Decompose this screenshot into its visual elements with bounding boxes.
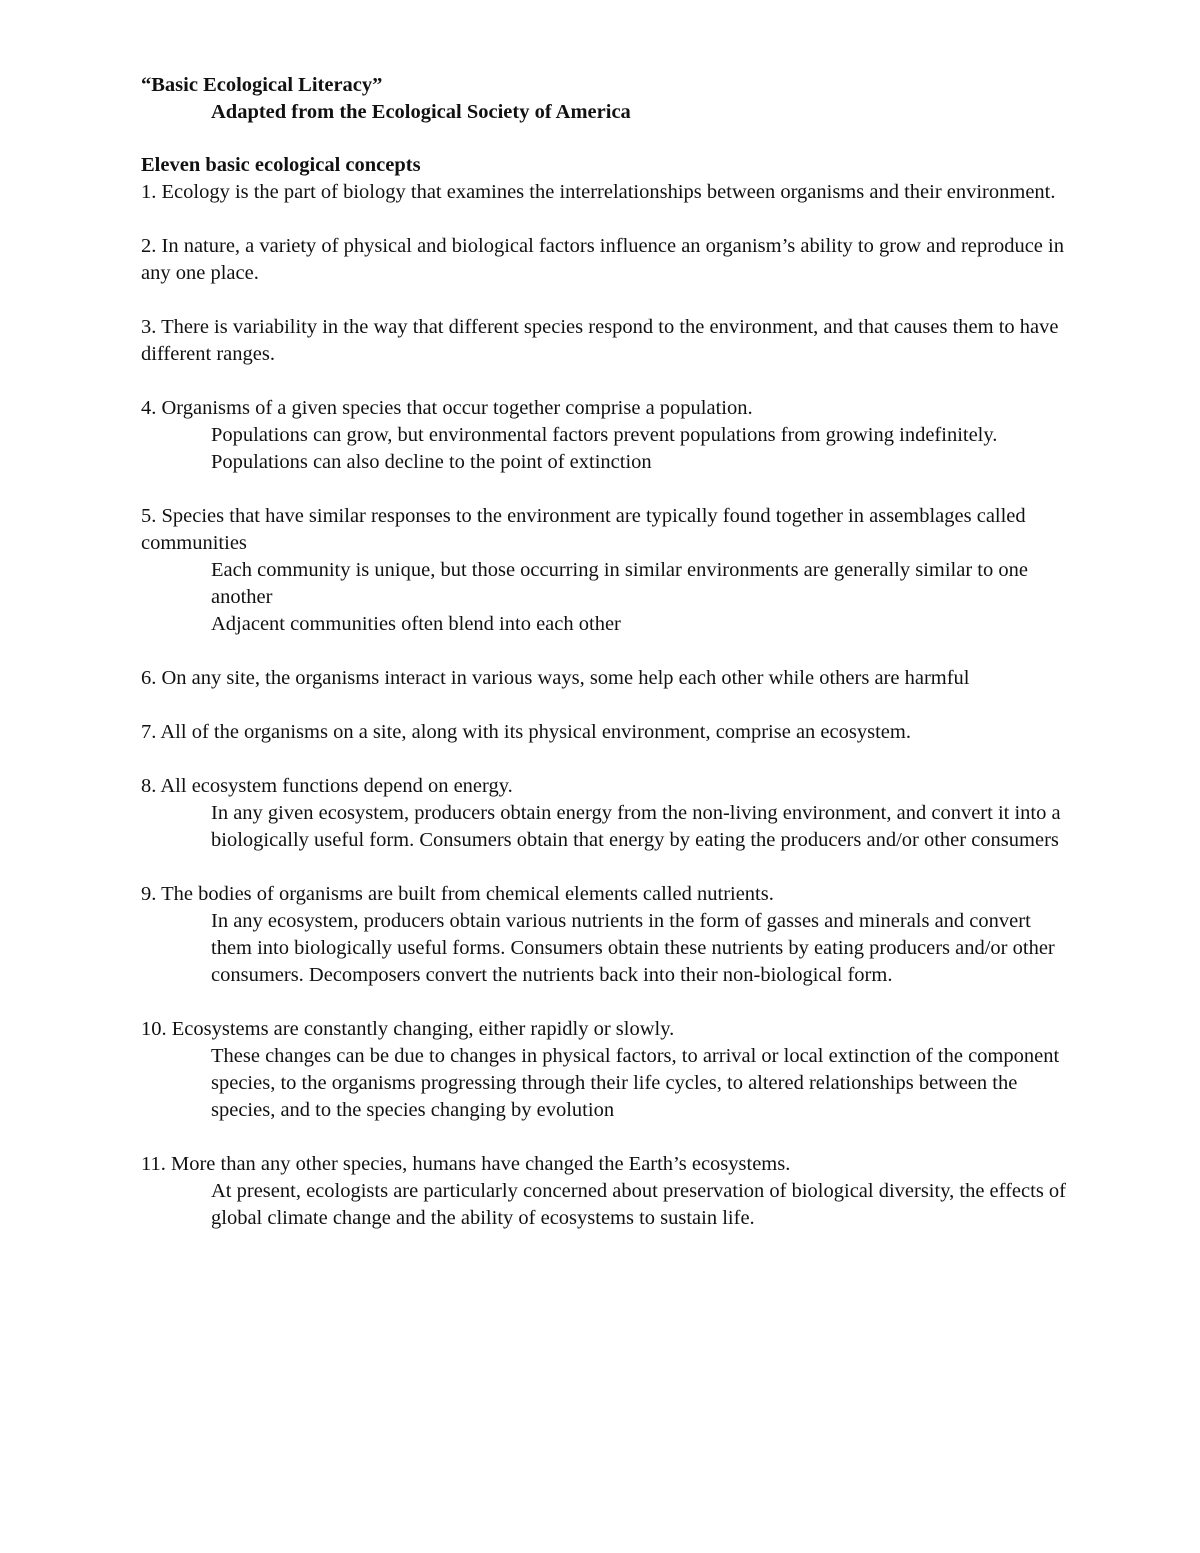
concept-statement: 11. More than any other species, humans have changed the Earth’s ecosystems. (141, 1153, 791, 1175)
concept-statement: 2. In nature, a variety of physical and biological factors influence an organism’s ability to grow and reproduce in any one place. (141, 235, 1064, 284)
concept-item (141, 881, 1071, 989)
concept-statement: 8. All ecosystem functions depend on energy. (141, 775, 513, 797)
document-subtitle: Adapted from the Ecological Society of America (211, 101, 631, 123)
concept-statement: 9. The bodies of organisms are built from chemical elements called nutrients. (141, 883, 774, 905)
concept-list (141, 179, 1071, 1232)
concept-statement: 4. Organisms of a given species that occur together comprise a population. (141, 397, 753, 419)
concept-statement: 6. On any site, the organisms interact in various ways, some help each other while others are harmful (141, 667, 970, 689)
concept-item (141, 233, 1071, 287)
title-block (141, 72, 1071, 126)
concept-item (141, 395, 1071, 476)
concept-detail: In any given ecosystem, producers obtain energy from the non-living environment, and convert it into a biologically useful form. Consumers obtain that energy by eating the producers and/or other consumers (211, 802, 1061, 851)
concept-detail: Populations can grow, but environmental factors prevent populations from growing indefinitely. Populations can also decline to the point of extinction (211, 424, 998, 473)
concept-item (141, 1016, 1071, 1124)
document-title: “Basic Ecological Literacy” (141, 74, 383, 96)
concept-item (141, 1151, 1071, 1232)
concept-item (141, 773, 1071, 854)
concept-detail: These changes can be due to changes in physical factors, to arrival or local extinction of the component species, to the organisms progressing through their life cycles, to altered relationships between the species, and to the species changing by evolution (211, 1045, 1060, 1121)
concept-item (141, 179, 1071, 206)
concept-detail: In any ecosystem, producers obtain various nutrients in the form of gasses and minerals and convert them into biologically useful forms. Consumers obtain these nutrients by eating producers and/or other consumers. Decomposers convert the nutrients back into their non-biological form. (211, 910, 1055, 986)
concept-detail: At present, ecologists are particularly concerned about preservation of biological diversity, the effects of global climate change and the ability of ecosystems to sustain life. (211, 1180, 1066, 1229)
concept-statement: 5. Species that have similar responses to the environment are typically found together in assemblages called communities (141, 505, 1026, 554)
concept-statement: 3. There is variability in the way that different species respond to the environment, and that causes them to have different ranges. (141, 316, 1059, 365)
concept-statement: 7. All of the organisms on a site, along with its physical environment, comprise an ecosystem. (141, 721, 911, 743)
concept-detail: Adjacent communities often blend into each other (211, 613, 621, 635)
concept-statement: 10. Ecosystems are constantly changing, either rapidly or slowly. (141, 1018, 675, 1040)
document-page (141, 72, 1071, 1259)
concept-detail: Each community is unique, but those occurring in similar environments are generally similar to one another (211, 559, 1028, 608)
concept-item (141, 665, 1071, 692)
concept-item (141, 314, 1071, 368)
concept-statement: 1. Ecology is the part of biology that examines the interrelationships between organisms and their environment. (141, 181, 1056, 203)
concept-item (141, 719, 1071, 746)
concept-item (141, 503, 1071, 638)
section-heading: Eleven basic ecological concepts (141, 154, 421, 176)
